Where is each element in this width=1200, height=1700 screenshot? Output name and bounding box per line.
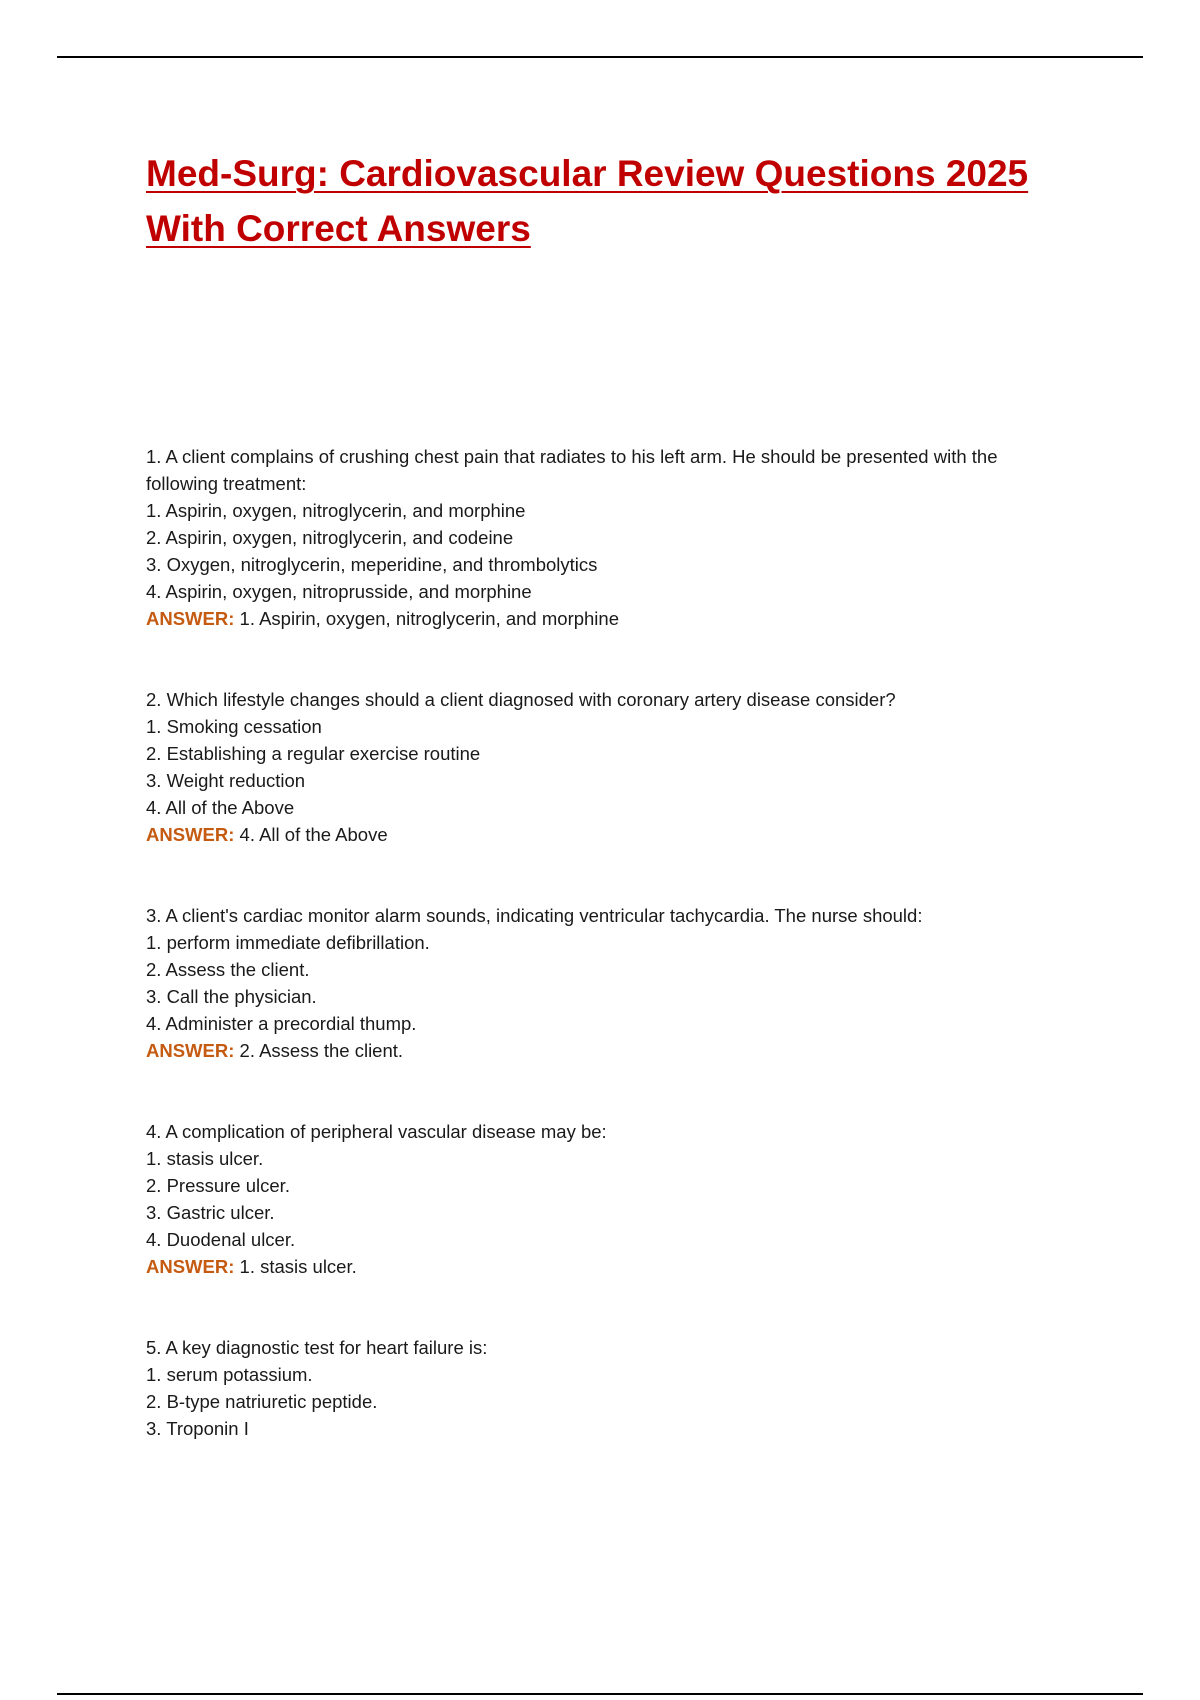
answer-option: 3. Oxygen, nitroglycerin, meperidine, and thrombolytics [146, 554, 598, 575]
answer-option: 4. Duodenal ulcer. [146, 1229, 296, 1250]
answer-option: 4. Administer a precordial thump. [146, 1013, 417, 1034]
answer-option: 3. Troponin I [146, 1418, 249, 1439]
answer-option: 3. Gastric ulcer. [146, 1202, 275, 1223]
question-prompt: 3. A client's cardiac monitor alarm sounds, indicating ventricular tachycardia. The nurse should: [146, 905, 923, 926]
answer-label: ANSWER: [146, 824, 235, 845]
correct-answer [146, 1037, 1066, 1064]
answer-label: ANSWER: [146, 1040, 235, 1061]
answer-option: 2. Assess the client. [146, 959, 310, 980]
answer-text: 2. Assess the client. [239, 1040, 404, 1061]
question-list [146, 443, 1066, 1496]
question-prompt: 2. Which lifestyle changes should a client diagnosed with coronary artery disease consider? [146, 689, 896, 710]
question-5 [146, 1334, 1066, 1442]
answer-option: 1. stasis ulcer. [146, 1148, 264, 1169]
answer-option: 3. Weight reduction [146, 770, 306, 791]
answer-option: 3. Call the physician. [146, 986, 317, 1007]
correct-answer [146, 821, 1066, 848]
answer-text: 1. stasis ulcer. [239, 1256, 357, 1277]
footer-rule [57, 1693, 1143, 1695]
question-prompt: 1. A client complains of crushing chest pain that radiates to his left arm. He should be presented with the following treatment: [146, 446, 998, 494]
answer-option: 1. Smoking cessation [146, 716, 322, 737]
header-rule [57, 56, 1143, 58]
question-1 [146, 443, 1066, 632]
question-3 [146, 902, 1066, 1064]
answer-option: 1. Aspirin, oxygen, nitroglycerin, and morphine [146, 500, 526, 521]
answer-option: 2. Aspirin, oxygen, nitroglycerin, and codeine [146, 527, 514, 548]
question-prompt: 5. A key diagnostic test for heart failure is: [146, 1337, 488, 1358]
question-4 [146, 1118, 1066, 1280]
title-line-1: Med-Surg: Cardiovascular Review Questions 2025 [146, 153, 1029, 194]
correct-answer [146, 1253, 1066, 1280]
answer-option: 2. B-type natriuretic peptide. [146, 1391, 378, 1412]
answer-option: 1. perform immediate defibrillation. [146, 932, 430, 953]
answer-label: ANSWER: [146, 608, 235, 629]
answer-text: 4. All of the Above [239, 824, 388, 845]
answer-text: 1. Aspirin, oxygen, nitroglycerin, and morphine [239, 608, 619, 629]
question-2 [146, 686, 1066, 848]
document-title [146, 146, 1106, 256]
answer-option: 2. Establishing a regular exercise routine [146, 743, 481, 764]
question-prompt: 4. A complication of peripheral vascular disease may be: [146, 1121, 607, 1142]
answer-option: 2. Pressure ulcer. [146, 1175, 290, 1196]
answer-option: 4. Aspirin, oxygen, nitroprusside, and morphine [146, 581, 532, 602]
answer-label: ANSWER: [146, 1256, 235, 1277]
answer-option: 4. All of the Above [146, 797, 295, 818]
title-line-2: With Correct Answers [146, 208, 531, 249]
answer-option: 1. serum potassium. [146, 1364, 313, 1385]
correct-answer [146, 605, 1066, 632]
